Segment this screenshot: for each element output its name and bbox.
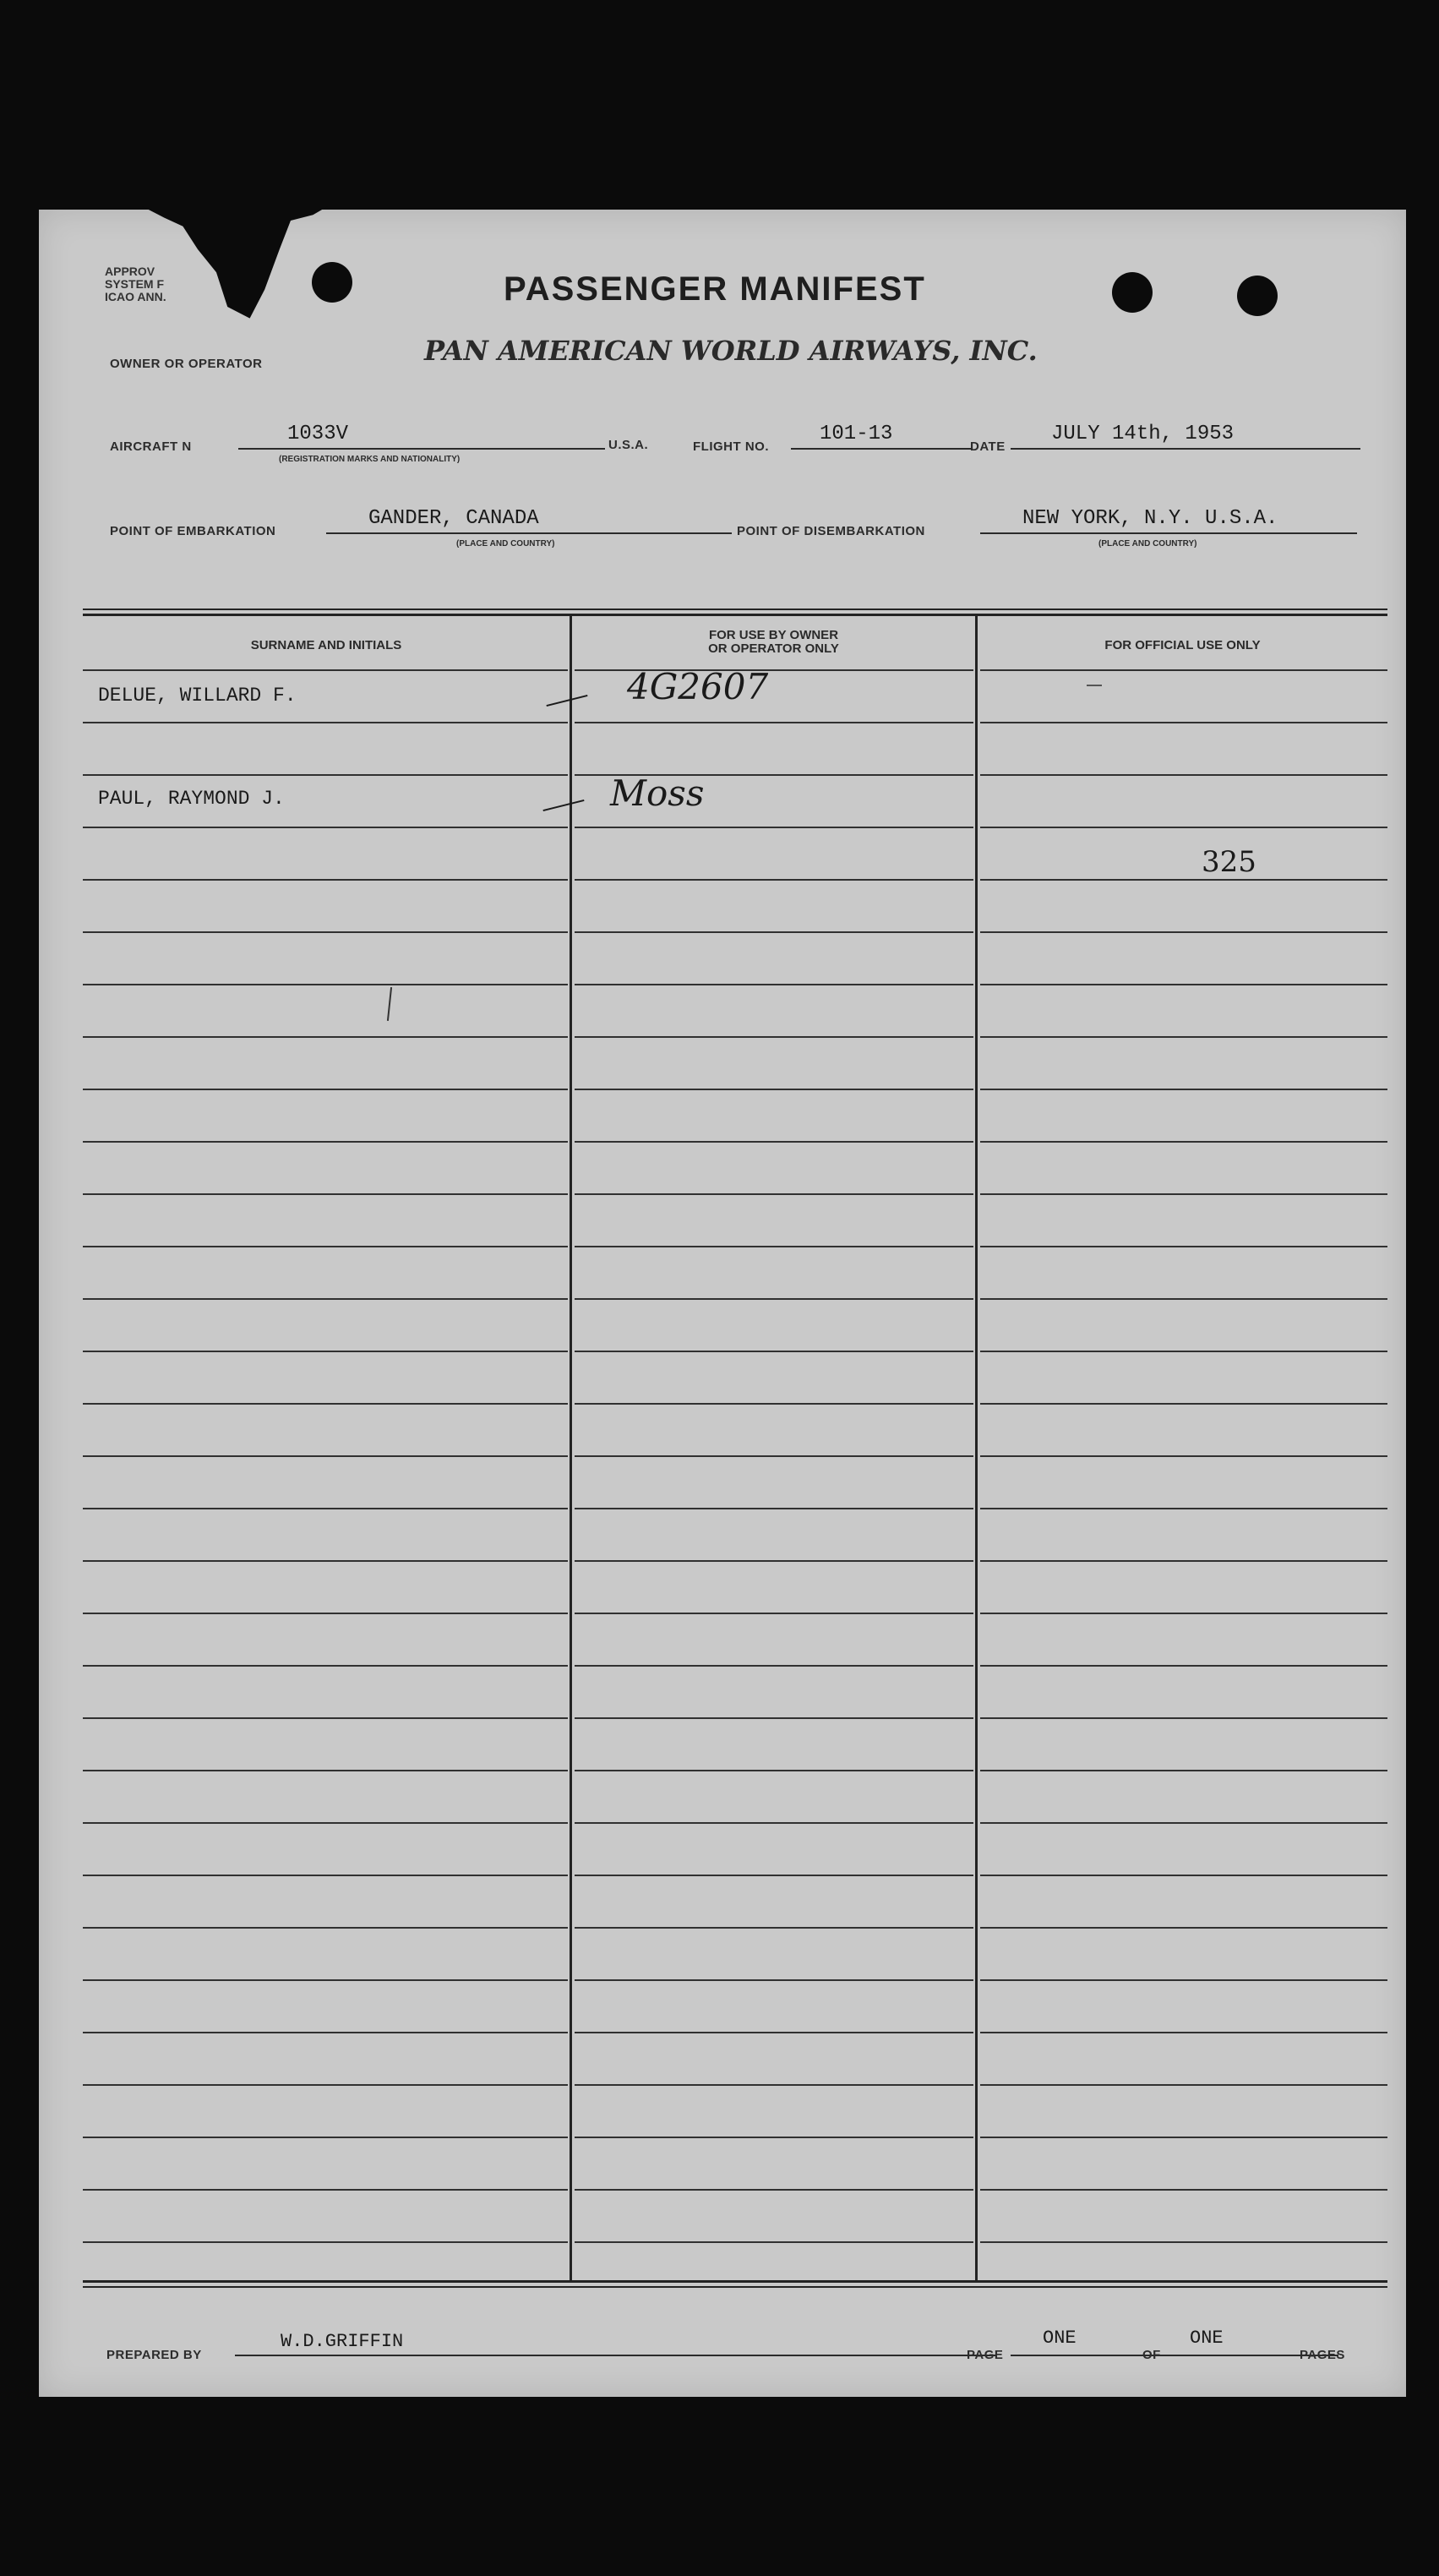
table-row-line	[980, 1141, 1387, 1143]
table-row-line	[980, 1193, 1387, 1195]
flight-value: 101-13	[820, 423, 893, 445]
table-row-line	[575, 1036, 973, 1038]
table-row-line	[575, 1560, 973, 1562]
stray-mark	[387, 987, 392, 1021]
table-bottom-rule-2	[83, 2286, 1387, 2288]
aircraft-sub-label: (REGISTRATION MARKS AND NATIONALITY)	[279, 455, 461, 464]
table-row-line	[575, 1351, 973, 1352]
column-header-official: FOR OFFICIAL USE ONLY	[1104, 638, 1261, 652]
page-title: PASSENGER MANIFEST	[504, 270, 926, 308]
table-row-line	[575, 2241, 973, 2243]
table-row-line	[83, 1298, 568, 1300]
table-row-line	[980, 2032, 1387, 2033]
table-row-line	[83, 1141, 568, 1143]
table-row-line	[575, 1246, 973, 1247]
disembark-value: NEW YORK, N.Y. U.S.A.	[1022, 507, 1278, 530]
of-value: ONE	[1190, 2328, 1224, 2349]
table-row-line	[83, 1560, 568, 1562]
prepared-by-label: PREPARED BY	[106, 2348, 202, 2362]
table-row-line	[980, 2189, 1387, 2191]
manifest-sheet	[39, 210, 1406, 2397]
aircraft-underline	[238, 448, 605, 450]
table-row-line	[83, 1351, 568, 1352]
table-row-line	[83, 984, 568, 985]
table-row-line	[83, 1036, 568, 1038]
disembark-sub-label: (PLACE AND COUNTRY)	[1098, 539, 1197, 548]
table-row-line	[575, 1613, 973, 1614]
owner-entry-2: Moss	[610, 772, 705, 814]
country-label: U.S.A.	[608, 438, 649, 452]
table-row-line	[575, 1141, 973, 1143]
table-row-line	[83, 2137, 568, 2138]
table-row-line	[980, 1665, 1387, 1667]
table-row-line	[980, 827, 1387, 828]
owner-entry-1: 4G2607	[627, 666, 769, 707]
table-row-line	[575, 827, 973, 828]
prepared-by-value: W.D.GRIFFIN	[281, 2331, 404, 2352]
check-mark-1	[547, 695, 588, 707]
table-row-line	[575, 1193, 973, 1195]
disembark-label: POINT OF DISEMBARKATION	[737, 524, 925, 538]
table-row-line	[980, 1298, 1387, 1300]
table-row-line	[980, 1036, 1387, 1038]
date-value: JULY 14th, 1953	[1051, 423, 1235, 445]
table-row-line	[575, 1403, 973, 1405]
table-row-line	[575, 1455, 973, 1457]
column-divider-2	[975, 615, 978, 2280]
column-header-owner-line: OR OPERATOR ONLY	[708, 641, 839, 656]
column-header-owner-line: FOR USE BY OWNER	[708, 628, 839, 642]
disembark-underline	[980, 532, 1357, 534]
table-row-line	[980, 2241, 1387, 2243]
table-row-line	[575, 1770, 973, 1771]
table-row-line	[980, 984, 1387, 985]
table-row-line	[83, 2241, 568, 2243]
table-row-line	[575, 1717, 973, 1719]
date-label: DATE	[970, 439, 1006, 454]
table-row-line	[575, 879, 973, 881]
approval-stamp-line: ICAO ANN.	[105, 290, 166, 303]
table-row-line	[980, 1351, 1387, 1352]
table-row-line	[83, 774, 568, 776]
table-row-line	[83, 1193, 568, 1195]
table-row-line	[980, 1508, 1387, 1509]
table-row-line	[575, 1979, 973, 1981]
table-row-line	[575, 2032, 973, 2033]
flight-label: FLIGHT NO.	[693, 439, 769, 454]
table-row-line	[980, 1089, 1387, 1090]
table-row-line	[83, 1665, 568, 1667]
table-row-line	[83, 1770, 568, 1771]
official-dash-1	[1087, 685, 1102, 686]
page-value: ONE	[1043, 2328, 1077, 2349]
table-row-line	[980, 2084, 1387, 2086]
table-row-line	[980, 774, 1387, 776]
passenger-name-1: DELUE, WILLARD F.	[98, 685, 297, 707]
aircraft-value: 1033V	[287, 423, 349, 445]
table-row-line	[980, 2137, 1387, 2138]
table-row-line	[980, 1613, 1387, 1614]
table-row-line	[83, 722, 568, 723]
table-row-line	[980, 1717, 1387, 1719]
table-row-line	[575, 1927, 973, 1929]
passenger-name-2: PAUL, RAYMOND J.	[98, 788, 285, 810]
column-divider-1	[570, 615, 572, 2280]
table-row-line	[83, 1927, 568, 1929]
table-row-line	[575, 722, 973, 723]
table-row-line	[575, 1298, 973, 1300]
table-row-line	[83, 931, 568, 933]
check-mark-2	[543, 800, 585, 811]
table-top-rule-1	[83, 609, 1387, 610]
table-row-line	[575, 1508, 973, 1509]
page-label: PAGE	[967, 2348, 1004, 2362]
of-label: OF	[1142, 2348, 1161, 2362]
aircraft-label: AIRCRAFT N	[110, 439, 192, 454]
torn-corner	[142, 206, 328, 350]
airline-name: PAN AMERICAN WORLD AIRWAYS, INC.	[424, 335, 1038, 367]
table-row-line	[83, 1403, 568, 1405]
table-row-line	[83, 1089, 568, 1090]
table-row-line	[980, 879, 1387, 881]
table-row-line	[83, 669, 568, 671]
table-row-line	[575, 931, 973, 933]
table-row-line	[83, 1455, 568, 1457]
owner-label: OWNER OR OPERATOR	[110, 357, 263, 371]
table-row-line	[980, 669, 1387, 671]
table-row-line	[980, 1822, 1387, 1824]
date-underline	[1011, 448, 1360, 450]
punch-hole-center	[1112, 272, 1153, 313]
punch-hole-right	[1237, 276, 1278, 316]
table-row-line	[980, 1246, 1387, 1247]
table-row-line	[83, 1613, 568, 1614]
table-row-line	[575, 2084, 973, 2086]
table-row-line	[83, 879, 568, 881]
table-row-line	[980, 722, 1387, 723]
table-row-line	[575, 2189, 973, 2191]
table-row-line	[575, 1089, 973, 1090]
embark-underline	[326, 532, 732, 534]
pages-label: PAGES	[1300, 2348, 1345, 2362]
table-row-line	[980, 1455, 1387, 1457]
table-row-line	[980, 1875, 1387, 1876]
table-row-line	[83, 1979, 568, 1981]
flight-underline	[791, 448, 972, 450]
official-note: 325	[1202, 845, 1256, 879]
table-row-line	[83, 1246, 568, 1247]
table-top-rule-2	[83, 614, 1387, 616]
approval-stamp-line: APPROV	[105, 265, 155, 278]
table-bottom-rule-1	[83, 2280, 1387, 2283]
table-row-line	[980, 1979, 1387, 1981]
punch-hole-left	[312, 262, 352, 303]
embark-sub-label: (PLACE AND COUNTRY)	[456, 539, 555, 548]
table-row-line	[83, 827, 568, 828]
table-row-line	[575, 1822, 973, 1824]
approval-stamp	[105, 265, 166, 303]
table-row-line	[575, 1875, 973, 1876]
table-row-line	[83, 1508, 568, 1509]
table-row-line	[83, 2032, 568, 2033]
table-row-line	[980, 1770, 1387, 1771]
prepared-by-underline	[235, 2355, 997, 2356]
table-row-line	[83, 2084, 568, 2086]
column-header-owner	[572, 629, 975, 656]
table-row-line	[83, 1875, 568, 1876]
table-row-line	[980, 1927, 1387, 1929]
table-row-line	[83, 2189, 568, 2191]
table-row-line	[83, 1822, 568, 1824]
approval-stamp-line: SYSTEM F	[105, 277, 165, 291]
table-row-line	[575, 984, 973, 985]
table-row-line	[83, 1717, 568, 1719]
table-row-line	[575, 1665, 973, 1667]
embark-value: GANDER, CANADA	[368, 507, 539, 530]
embark-label: POINT OF EMBARKATION	[110, 524, 276, 538]
table-row-line	[980, 931, 1387, 933]
table-row-line	[575, 2137, 973, 2138]
column-header-names: SURNAME AND INITIALS	[250, 638, 402, 652]
table-row-line	[980, 1560, 1387, 1562]
table-row-line	[980, 1403, 1387, 1405]
